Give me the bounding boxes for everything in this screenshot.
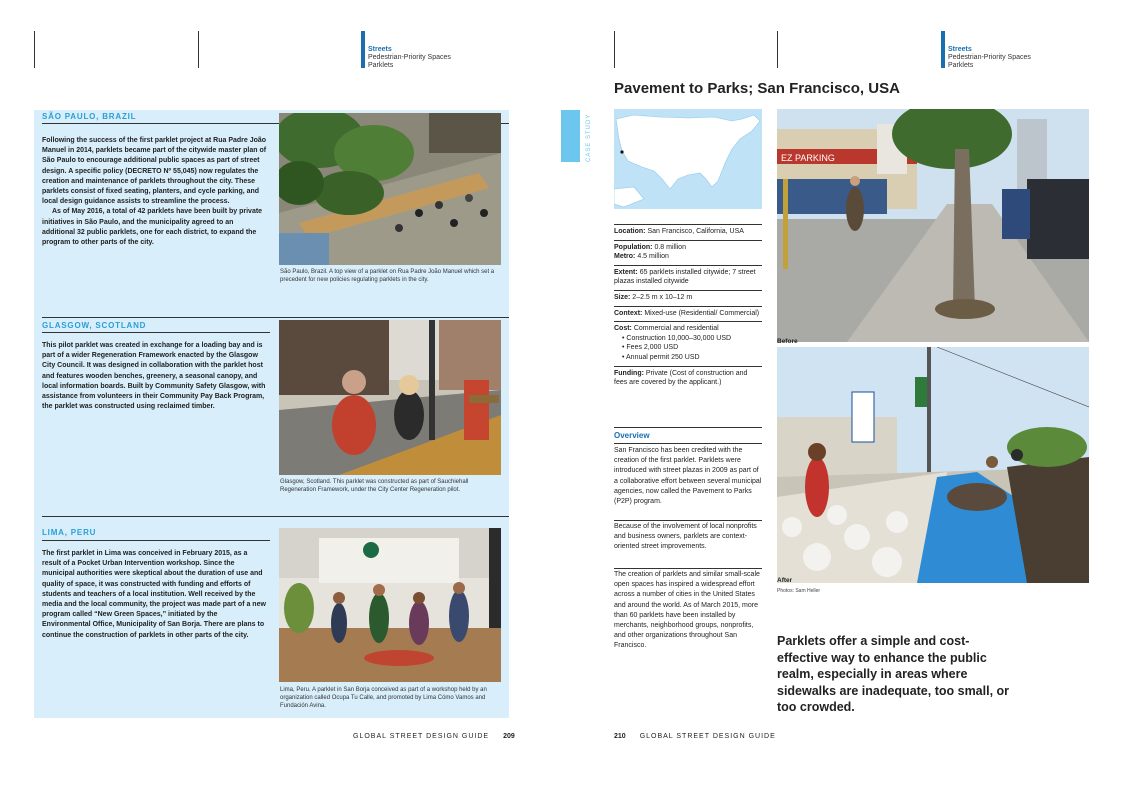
case-panel: [34, 110, 509, 718]
folio-text: GLOBAL STREET DESIGN GUIDE: [353, 733, 490, 740]
photo-lima: [279, 528, 501, 682]
overview-rule: [614, 443, 762, 444]
section-rule: [42, 317, 509, 318]
fact-cost: Cost: Commercial and residential • Construction 10,000–30,000 USD • Fees 2,000 USD • Annual permit 250 USD: [614, 321, 762, 365]
header-section: Streets: [948, 46, 972, 53]
case-study-tab: [561, 110, 580, 162]
san-francisco-marker: [620, 150, 623, 153]
case-study-text: CASE STUDY: [586, 113, 592, 162]
store-sign-text: EZ PARKING: [781, 153, 835, 163]
photo-before: [777, 109, 1089, 342]
overview-paragraph: The creation of parklets and similar small-scale open spaces has inspired a widespread effort across a number of cities in the United States and around the world. As of March 2015, more than 60 parklets have been installed by merchants, neighborhood groups, nonprofits, and other organizations throughout San Francisco.: [614, 571, 760, 650]
page-number: 210: [614, 733, 626, 740]
fact-location: Location: San Francisco, California, USA: [614, 224, 762, 240]
overview-rule: [614, 520, 762, 521]
photo-caption: Glasgow, Scotland. This parklet was constructed as part of Sauchiehall Regeneration Framework, under the City Center Regeneration pilot.: [280, 479, 469, 493]
before-label: Before: [777, 338, 798, 345]
header-sub1: Pedestrian-Priority Spaces: [368, 54, 451, 61]
section-rule: [42, 540, 270, 541]
after-label: After: [777, 577, 793, 584]
overview-paragraph: San Francisco has been credited with the creation of the first parklet. Parklets were introduced with street plazas in 2009 as part of a collaborative effort between several municipal agencies, now called the Pavement to Parks (P2P) program.: [614, 447, 762, 506]
overview-rule: [614, 568, 762, 569]
overview-paragraph: Because of the involvement of local nonprofits and business owners, parklets are context-oriented street improvements.: [614, 523, 757, 551]
paragraph: As of May 2016, a total of 42 parklets have been built by private initiatives in São Paulo, and the municipality agreed to an additional 32 public parklets, one for each district, to expand the program to other parts of the city.: [42, 208, 263, 247]
list-item: • Construction 10,000–30,000 USD: [622, 334, 762, 344]
header-section: Streets: [368, 46, 392, 53]
section-title: GLASGOW, SCOTLAND: [42, 321, 147, 330]
case-study-label: [584, 110, 596, 162]
header-rule: [614, 31, 615, 68]
fact-population: Population: 0.8 million Metro: 4.5 million: [614, 240, 762, 265]
pull-quote: Parklets offer a simple and cost-effective way to enhance the public realm, especially in areas where sidewalks are inadequate, too small, or too crowded.: [777, 634, 1010, 714]
header-rule: [198, 31, 199, 68]
header-sub2: Parklets: [948, 62, 974, 69]
folio-text: GLOBAL STREET DESIGN GUIDE: [639, 733, 776, 740]
header-rule: [777, 31, 778, 68]
page-title: Pavement to Parks; San Francisco, USA: [614, 80, 900, 97]
header-accent-bar: [941, 31, 945, 68]
running-header-right: [948, 46, 1031, 70]
list-item: • Annual permit 250 USD: [622, 353, 762, 363]
list-item: • Fees 2,000 USD: [622, 343, 762, 353]
fact-size: Size: 2–2.5 m x 10–12 m: [614, 290, 762, 306]
paragraph: This pilot parklet was created in exchange for a loading bay and is part of a wider Regeneration Framework enacted by the Glasgow City Council. It was designed in collaboration with the parklet host and features wooden benches, greenery, a seasonal canopy, and local information boards. Built by Community Safety Glasgow, with assistance from volunteers in their Community Pay Back Program, the parklet was constructed using reclaimed timber.: [42, 342, 266, 411]
section-title: LIMA, PERU: [42, 528, 97, 537]
running-header-left: [368, 46, 451, 70]
section-body: [42, 549, 267, 641]
header-accent-bar: [361, 31, 365, 68]
photo-after: [777, 347, 1089, 583]
page-number: 209: [503, 733, 515, 740]
photo-credit: Photos: Sam Heller: [777, 588, 821, 594]
photo-glasgow: [279, 320, 501, 475]
photo-sao-paulo: [279, 113, 501, 265]
overview-heading: Overview: [614, 427, 762, 440]
folio-left: [353, 733, 515, 740]
fact-context: Context: Mixed-use (Residential/ Commercial): [614, 306, 762, 322]
section-rule: [42, 332, 270, 333]
usa-map: [614, 109, 762, 209]
paragraph: Following the success of the first parklet project at Rua Padre João Manuel in 2014, parklets became part of the citywide master plan of São Paulo to encourage additional public spaces as part of street design. A specific policy (DECRETO Nº 55,045) now regulates the creation and maintenance of parklets throughout the city. These parklets consist of fixed seating, planters, and cycle parking, and local design guidance assists to streamline the process.: [42, 137, 267, 206]
section-rule: [42, 516, 509, 517]
folio-right: [614, 733, 776, 740]
header-sub2: Parklets: [368, 62, 394, 69]
header-sub1: Pedestrian-Priority Spaces: [948, 54, 1031, 61]
section-body: [42, 341, 267, 412]
header-rule: [34, 31, 35, 68]
photo-caption: Lima, Peru. A parklet in San Borja conceived as part of a workshop held by an organization called Ocupa Tu Calle, and promoted by Lima Cómo Vamos and Fundación Avina.: [280, 687, 487, 709]
section-title: SÃO PAULO, BRAZIL: [42, 112, 137, 121]
fact-funding: Funding: Private (Cost of construction and fees are covered by the applicant.): [614, 366, 762, 391]
fact-extent: Extent: 65 parklets installed citywide; 7 street plazas installed citywide: [614, 265, 762, 290]
paragraph: The first parklet in Lima was conceived in February 2015, as a result of a Pocket Urban Intervention workshop. Since the municipal authorities were skeptical about the duration of use and quality of space, it was constructed with funding and efforts of students and teachers of a local institution. Well received by the media and the local community, the project was made part of a new program called “New Green Spaces,” initiated by the Environmental Office, Municipality of San Borja. There are plans to continue the construction of parklets in other parts of the city.: [42, 550, 266, 639]
photo-caption: São Paulo, Brazil. A top view of a parklet on Rua Padre João Manuel which set a precedent for new policies regulating parklets in the city.: [280, 269, 495, 283]
fact-list: [614, 224, 762, 391]
section-body: [42, 136, 267, 248]
